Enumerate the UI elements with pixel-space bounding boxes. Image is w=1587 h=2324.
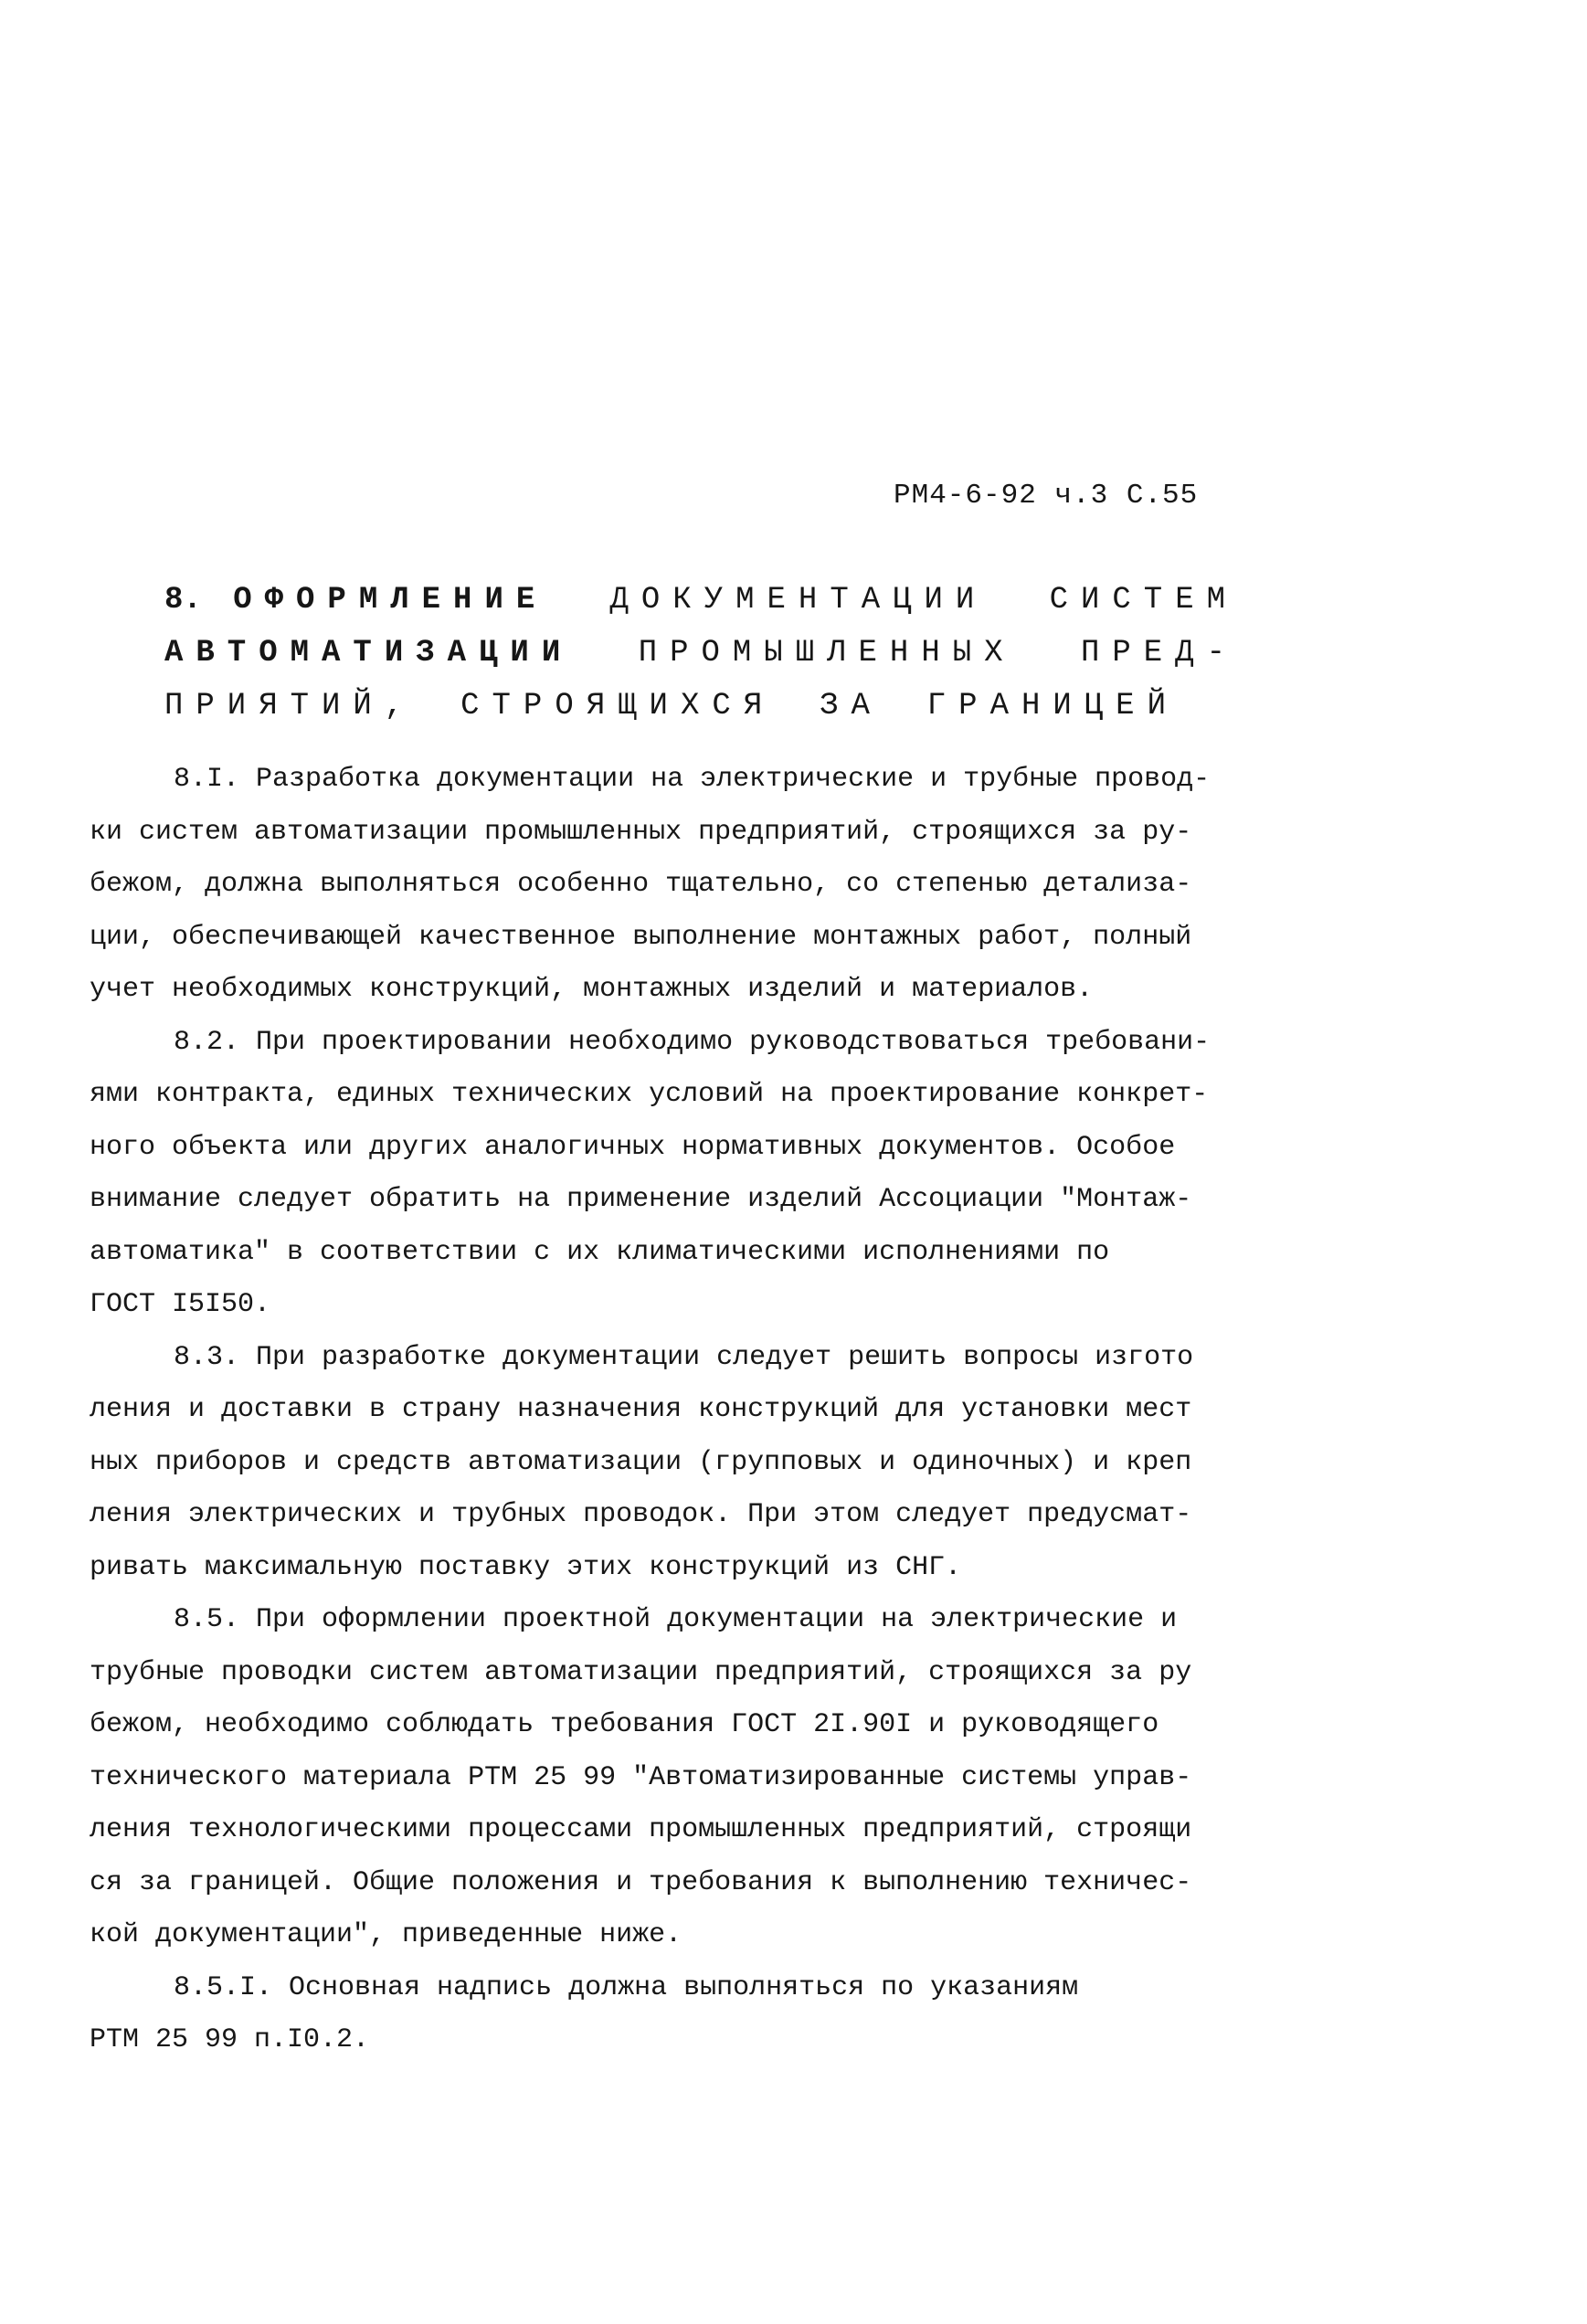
section-title-line-1	[164, 574, 1238, 627]
title-word: СТРОЯЩИХСЯ	[460, 689, 776, 724]
paragraph-8-5-1	[90, 1962, 1232, 2067]
text-line: технического материала РТМ 25 99 "Автоматизированные системы управ-	[90, 1761, 1192, 1793]
title-word: ПРИЯТИЙ,	[164, 689, 417, 724]
text-line: бежом, необходимо соблюдать требования ГОСТ 2I.90I и руководящего	[90, 1709, 1159, 1740]
document-reference: РМ4-6-92 ч.3 С.55	[894, 480, 1199, 512]
text-line: ки систем автоматизации промышленных предприятий, строящихся за ру-	[90, 816, 1192, 848]
text-line: внимание следует обратить на применение изделий Ассоциации "Монтаж-	[90, 1184, 1192, 1215]
text-line: 8.3. При разработке документации следует решить вопросы изгото	[174, 1341, 1194, 1373]
title-word: СИСТЕМ	[1049, 583, 1238, 618]
title-word: ПРЕД-	[1080, 636, 1238, 671]
paragraph-8-3	[90, 1332, 1232, 1595]
title-word: ДОКУМЕНТАЦИИ	[609, 583, 988, 618]
paragraph-8-2	[90, 1017, 1232, 1332]
text-line: ся за границей. Общие положения и требования к выполнению техничес-	[90, 1866, 1192, 1898]
title-word: АВТОМАТИЗАЦИИ	[164, 636, 574, 671]
section-title-line-2	[164, 627, 1238, 680]
title-word: ГРАНИЦЕЙ	[926, 689, 1179, 724]
section-number: 8.	[164, 583, 202, 618]
text-line: ями контракта, единых технических условий на проектирование конкрет-	[90, 1079, 1209, 1110]
paragraph-8-5	[90, 1594, 1232, 1962]
text-line: ления и доставки в страну назначения конструкций для установки мест	[90, 1394, 1192, 1425]
section-title-line-3	[164, 680, 1179, 733]
text-line: бежом, должна выполняться особенно тщательно, со степенью детализа-	[90, 869, 1192, 900]
text-line: 8.2. При проектировании необходимо руководствоваться требовани-	[174, 1026, 1211, 1058]
text-line: ления электрических и трубных проводок. При этом следует предусмат-	[90, 1499, 1192, 1530]
text-line: 8.I. Разработка документации на электрические и трубные провод-	[174, 764, 1211, 795]
text-line: 8.5.I. Основная надпись должна выполняться по указаниям	[174, 1971, 1079, 2003]
title-word: ОФОРМЛЕНИЕ	[233, 583, 548, 618]
text-line: кой документации", приведенные ниже.	[90, 1919, 682, 1950]
text-line: 8.5. При оформлении проектной документации на электрические и	[174, 1604, 1178, 1635]
text-line: трубные проводки систем автоматизации предприятий, строящихся за ру	[90, 1656, 1192, 1688]
text-line: ных приборов и средств автоматизации (групповых и одиночных) и креп	[90, 1446, 1192, 1478]
section-title	[164, 574, 1238, 733]
paragraph-8-1	[90, 754, 1232, 1017]
text-line: ГОСТ I5I50.	[90, 1289, 271, 1320]
text-line: ления технологическими процессами промышленных предприятий, строящи	[90, 1814, 1192, 1845]
text-line: ного объекта или других аналогичных нормативных документов. Особое	[90, 1131, 1176, 1163]
text-line: учет необходимых конструкций, монтажных изделий и материалов.	[90, 974, 1094, 1005]
text-line: ривать максимальную поставку этих конструкций из СНГ.	[90, 1551, 962, 1583]
document-body	[90, 754, 1232, 2067]
title-word: ПРОМЫШЛЕННЫХ	[638, 636, 1016, 671]
text-line: ции, обеспечивающей качественное выполнение монтажных работ, полный	[90, 921, 1192, 953]
title-word: ЗА	[820, 689, 883, 724]
text-line: автоматика" в соответствии с их климатическими исполнениями по	[90, 1236, 1110, 1268]
text-line: РТМ 25 99 п.I0.2.	[90, 2024, 370, 2055]
